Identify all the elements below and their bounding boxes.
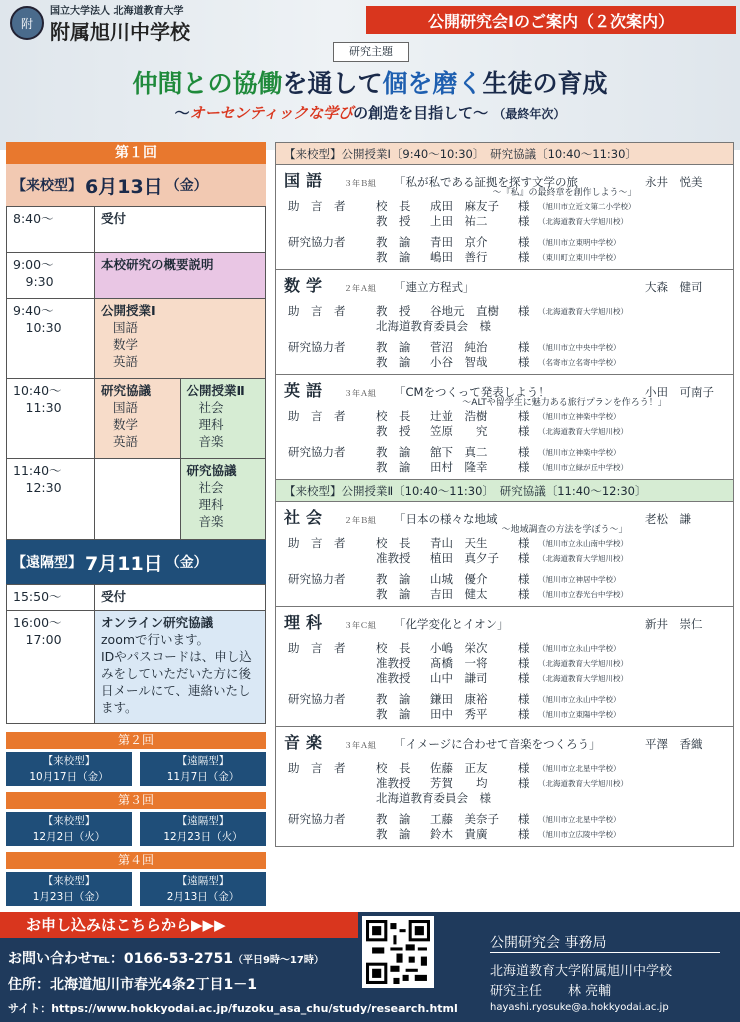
staff-row: 研究協力者 教 諭 青田 京介 様 （旭川市立東明中学校） — [288, 235, 621, 249]
subject-title-line — [284, 730, 725, 752]
contact-address: 住所：北海道旭川市春光4条2丁目1－1 — [8, 977, 257, 993]
lesson-subtitle: ～地域調査の方法を学ぼう～」 — [501, 525, 628, 535]
office-school: 北海道教育大学附属旭川中学校 — [490, 964, 673, 979]
schedule-row: 10:40～ 11:30 研究協議 国語 数学 英語 公開授業Ⅱ 社会 理科 音楽 — [7, 379, 265, 459]
subject-title-line — [284, 505, 725, 527]
subject-block — [276, 165, 733, 270]
teacher-name: 平澤 香織 — [645, 737, 703, 751]
schedule-row: 8:40～ 受付 — [7, 207, 265, 253]
visit-date-bar: 【来校型】 6月13日 （金） — [6, 164, 266, 206]
section-header: 【来校型】公開授業Ⅰ〔9:40～10:30〕 研究協議〔10:40～11:30〕 — [276, 143, 733, 165]
teacher-name: 老松 謙 — [645, 512, 691, 526]
qr-code-icon[interactable] — [362, 916, 434, 988]
announcement-banner: 公開研究会Ⅰのご案内（２次案内） — [366, 6, 736, 34]
staff-row: 教 授 上田 祐二 様 （北海道教育大学旭川校） — [376, 214, 628, 228]
lesson-title: 「日本の様々な地域 — [394, 512, 498, 526]
class-grade: ３年Ａ組 — [344, 389, 376, 398]
staff-row: 教 諭 田中 秀平 様 （旭川市立東陽中学校） — [376, 707, 621, 721]
staff-row: 准教授 植田 真夕子 様 （北海道教育大学旭川校） — [376, 551, 628, 565]
staff-row: 准教授 芳賀 均 様 （北海道教育大学旭川校） — [376, 776, 628, 790]
staff-row: 研究協力者 教 諭 舘下 真二 様 （旭川市立神楽中学校） — [288, 445, 621, 459]
round-2: 第２回 【来校型】 10月17日（金） 【遠隔型】 11月7日（金） — [6, 732, 266, 786]
remote-schedule — [6, 584, 266, 724]
class-grade: ２年Ｂ組 — [344, 516, 376, 525]
staff-row: 助 言 者 校 長 佐藤 正友 様 （旭川市立北星中学校） — [288, 761, 621, 775]
schedule-row: 11:40～ 12:30 研究協議 社会 理科 音楽 — [7, 459, 265, 539]
staff-row: 研究協力者 教 諭 菅沼 純治 様 （旭川市立中央中学校） — [288, 340, 621, 354]
subject-block — [276, 607, 733, 727]
school-logo: 附 — [10, 6, 44, 40]
subject-name: 理科 — [284, 613, 329, 632]
lesson-subtitle: ～ALTや留学生に魅力ある旅行プランを作ろう！」 — [462, 398, 667, 408]
teacher-name: 大森 健司 — [645, 280, 703, 294]
office-person: 研究主任 林 亮輔 — [490, 984, 612, 999]
section-header: 【来校型】公開授業Ⅱ〔10:40～11:30〕 研究協議〔11:40～12:30〕 — [276, 480, 733, 502]
subject-name: 数学 — [284, 276, 329, 295]
teacher-name: 小田 可南子 — [645, 385, 714, 399]
university-name: 国立大学法人 北海道教育大学 — [50, 6, 184, 17]
subject-title-line — [284, 273, 725, 295]
round-1-label: 第１回 — [6, 142, 266, 164]
staff-row: 教 授 笠原 究 様 （北海道教育大学旭川校） — [376, 424, 628, 438]
subject-title-line — [284, 168, 725, 190]
teacher-name: 新井 崇仁 — [645, 617, 703, 631]
lesson-title: 「化学変化とイオン」 — [394, 617, 509, 631]
staff-row: 助 言 者 校 長 辻並 浩樹 様 （旭川市立神楽中学校） — [288, 409, 621, 423]
office-email[interactable]: hayashi.ryosuke@a.hokkyodai.ac.jp — [490, 1002, 669, 1013]
subtitle: ～オーセンティックな学びの創造を目指して～ （最終年次） — [174, 104, 566, 122]
lesson-subtitle: ～『私』の最終章を創作しよう～」 — [492, 188, 637, 198]
class-grade: ３年Ｂ組 — [344, 179, 376, 188]
theme-label: 研究主題 — [333, 42, 409, 62]
visit-schedule — [6, 206, 266, 540]
subject-block — [276, 502, 733, 607]
class-grade: ２年Ａ組 — [344, 284, 376, 293]
subject-name: 国語 — [284, 171, 329, 190]
staff-row: 北海道教育委員会 様 — [376, 319, 491, 333]
subject-name: 英語 — [284, 381, 329, 400]
staff-row: 教 諭 鈴木 貴廣 様 （旭川市立広陵中学校） — [376, 827, 621, 841]
staff-row: 助 言 者 校 長 青山 天生 様 （旭川市立永山南中学校） — [288, 536, 628, 550]
lesson-title: 「CMをつくって発表しよう！ — [394, 385, 550, 399]
schedule-row: 15:50～ 受付 — [7, 585, 265, 611]
office-title: 公開研究会 事務局 — [490, 932, 720, 953]
subject-block — [276, 727, 733, 846]
schedule-row: 9:40～ 10:30 公開授業Ⅰ 国語 数学 英語 — [7, 299, 265, 379]
staff-row: 研究協力者 教 諭 鎌田 康裕 様 （旭川市立永山中学校） — [288, 692, 621, 706]
subject-block — [276, 270, 733, 375]
staff-row: 研究協力者 教 諭 山城 優介 様 （旭川市立神居中学校） — [288, 572, 621, 586]
subject-block — [276, 375, 733, 480]
remote-date-bar: 【遠隔型】 7月11日 （金） — [6, 540, 266, 584]
round-4: 第４回 【来校型】 1月23日（金） 【遠隔型】 2月13日（金） — [6, 852, 266, 906]
staff-row: 准教授 山中 謙司 様 （北海道教育大学旭川校） — [376, 671, 628, 685]
subject-title-line — [284, 610, 725, 632]
staff-row: 教 諭 嶋田 善行 様 （東川町立東川中学校） — [376, 250, 621, 264]
staff-row: 研究協力者 教 諭 工藤 美奈子 様 （旭川市立北星中学校） — [288, 812, 621, 826]
staff-row: 助 言 者 校 長 小嶋 栄次 様 （旭川市立永山中学校） — [288, 641, 621, 655]
staff-row: 教 諭 吉田 健太 様 （旭川市立春光台中学校） — [376, 587, 628, 601]
staff-row: 助 言 者 教 授 谷地元 直樹 様 （北海道教育大学旭川校） — [288, 304, 628, 318]
lessons-panel — [275, 142, 734, 847]
class-grade: ３年Ａ組 — [344, 741, 376, 750]
schedule-row: 16:00～ 17:00 オンライン研究協議 zoomで行います。 IDやパスコードは、申し込みをしていただいた方に後日メールにて、連絡いたします。 — [7, 611, 265, 723]
lesson-title: 「私が私である証拠を探す文学の旅 — [394, 175, 578, 189]
subject-title-line — [284, 378, 725, 400]
subject-name: 社会 — [284, 508, 329, 527]
school-name: 附属旭川中学校 — [50, 20, 190, 44]
apply-link[interactable]: お申し込みはこちらから▶▶▶ — [0, 912, 358, 938]
round-3: 第３回 【来校型】 12月2日（火） 【遠隔型】 12月23日（火） — [6, 792, 266, 846]
schedule-row: 9:00～ 9:30 本校研究の概要説明 — [7, 253, 265, 299]
lesson-title: 「連立方程式」 — [394, 280, 475, 294]
staff-row: 准教授 髙橋 一将 様 （北海道教育大学旭川校） — [376, 656, 628, 670]
staff-row: 教 諭 田村 隆幸 様 （旭川市立緑が丘中学校） — [376, 460, 628, 474]
staff-row: 助 言 者 校 長 成田 麻友子 様 （旭川市立近文第二小学校） — [288, 199, 636, 213]
lesson-title: 「イメージに合わせて音楽をつくろう」 — [394, 737, 601, 751]
subject-name: 音楽 — [284, 733, 329, 752]
teacher-name: 永井 悦美 — [645, 175, 703, 189]
contact-tel: お問い合わせ℡：0166-53-2751（平日9時～17時） — [8, 951, 324, 967]
contact-site[interactable]: サイト：https://www.hokkyodai.ac.jp/fuzoku_asa_chu/study/research.html — [8, 1002, 458, 1015]
staff-row: 北海道教育委員会 様 — [376, 791, 491, 805]
class-grade: ３年Ｃ組 — [344, 621, 376, 630]
staff-row: 教 諭 小谷 智哉 様 （名寄市立名寄中学校） — [376, 355, 621, 369]
main-title: 仲間との協働を通して個を磨く生徒の育成 — [132, 69, 608, 98]
